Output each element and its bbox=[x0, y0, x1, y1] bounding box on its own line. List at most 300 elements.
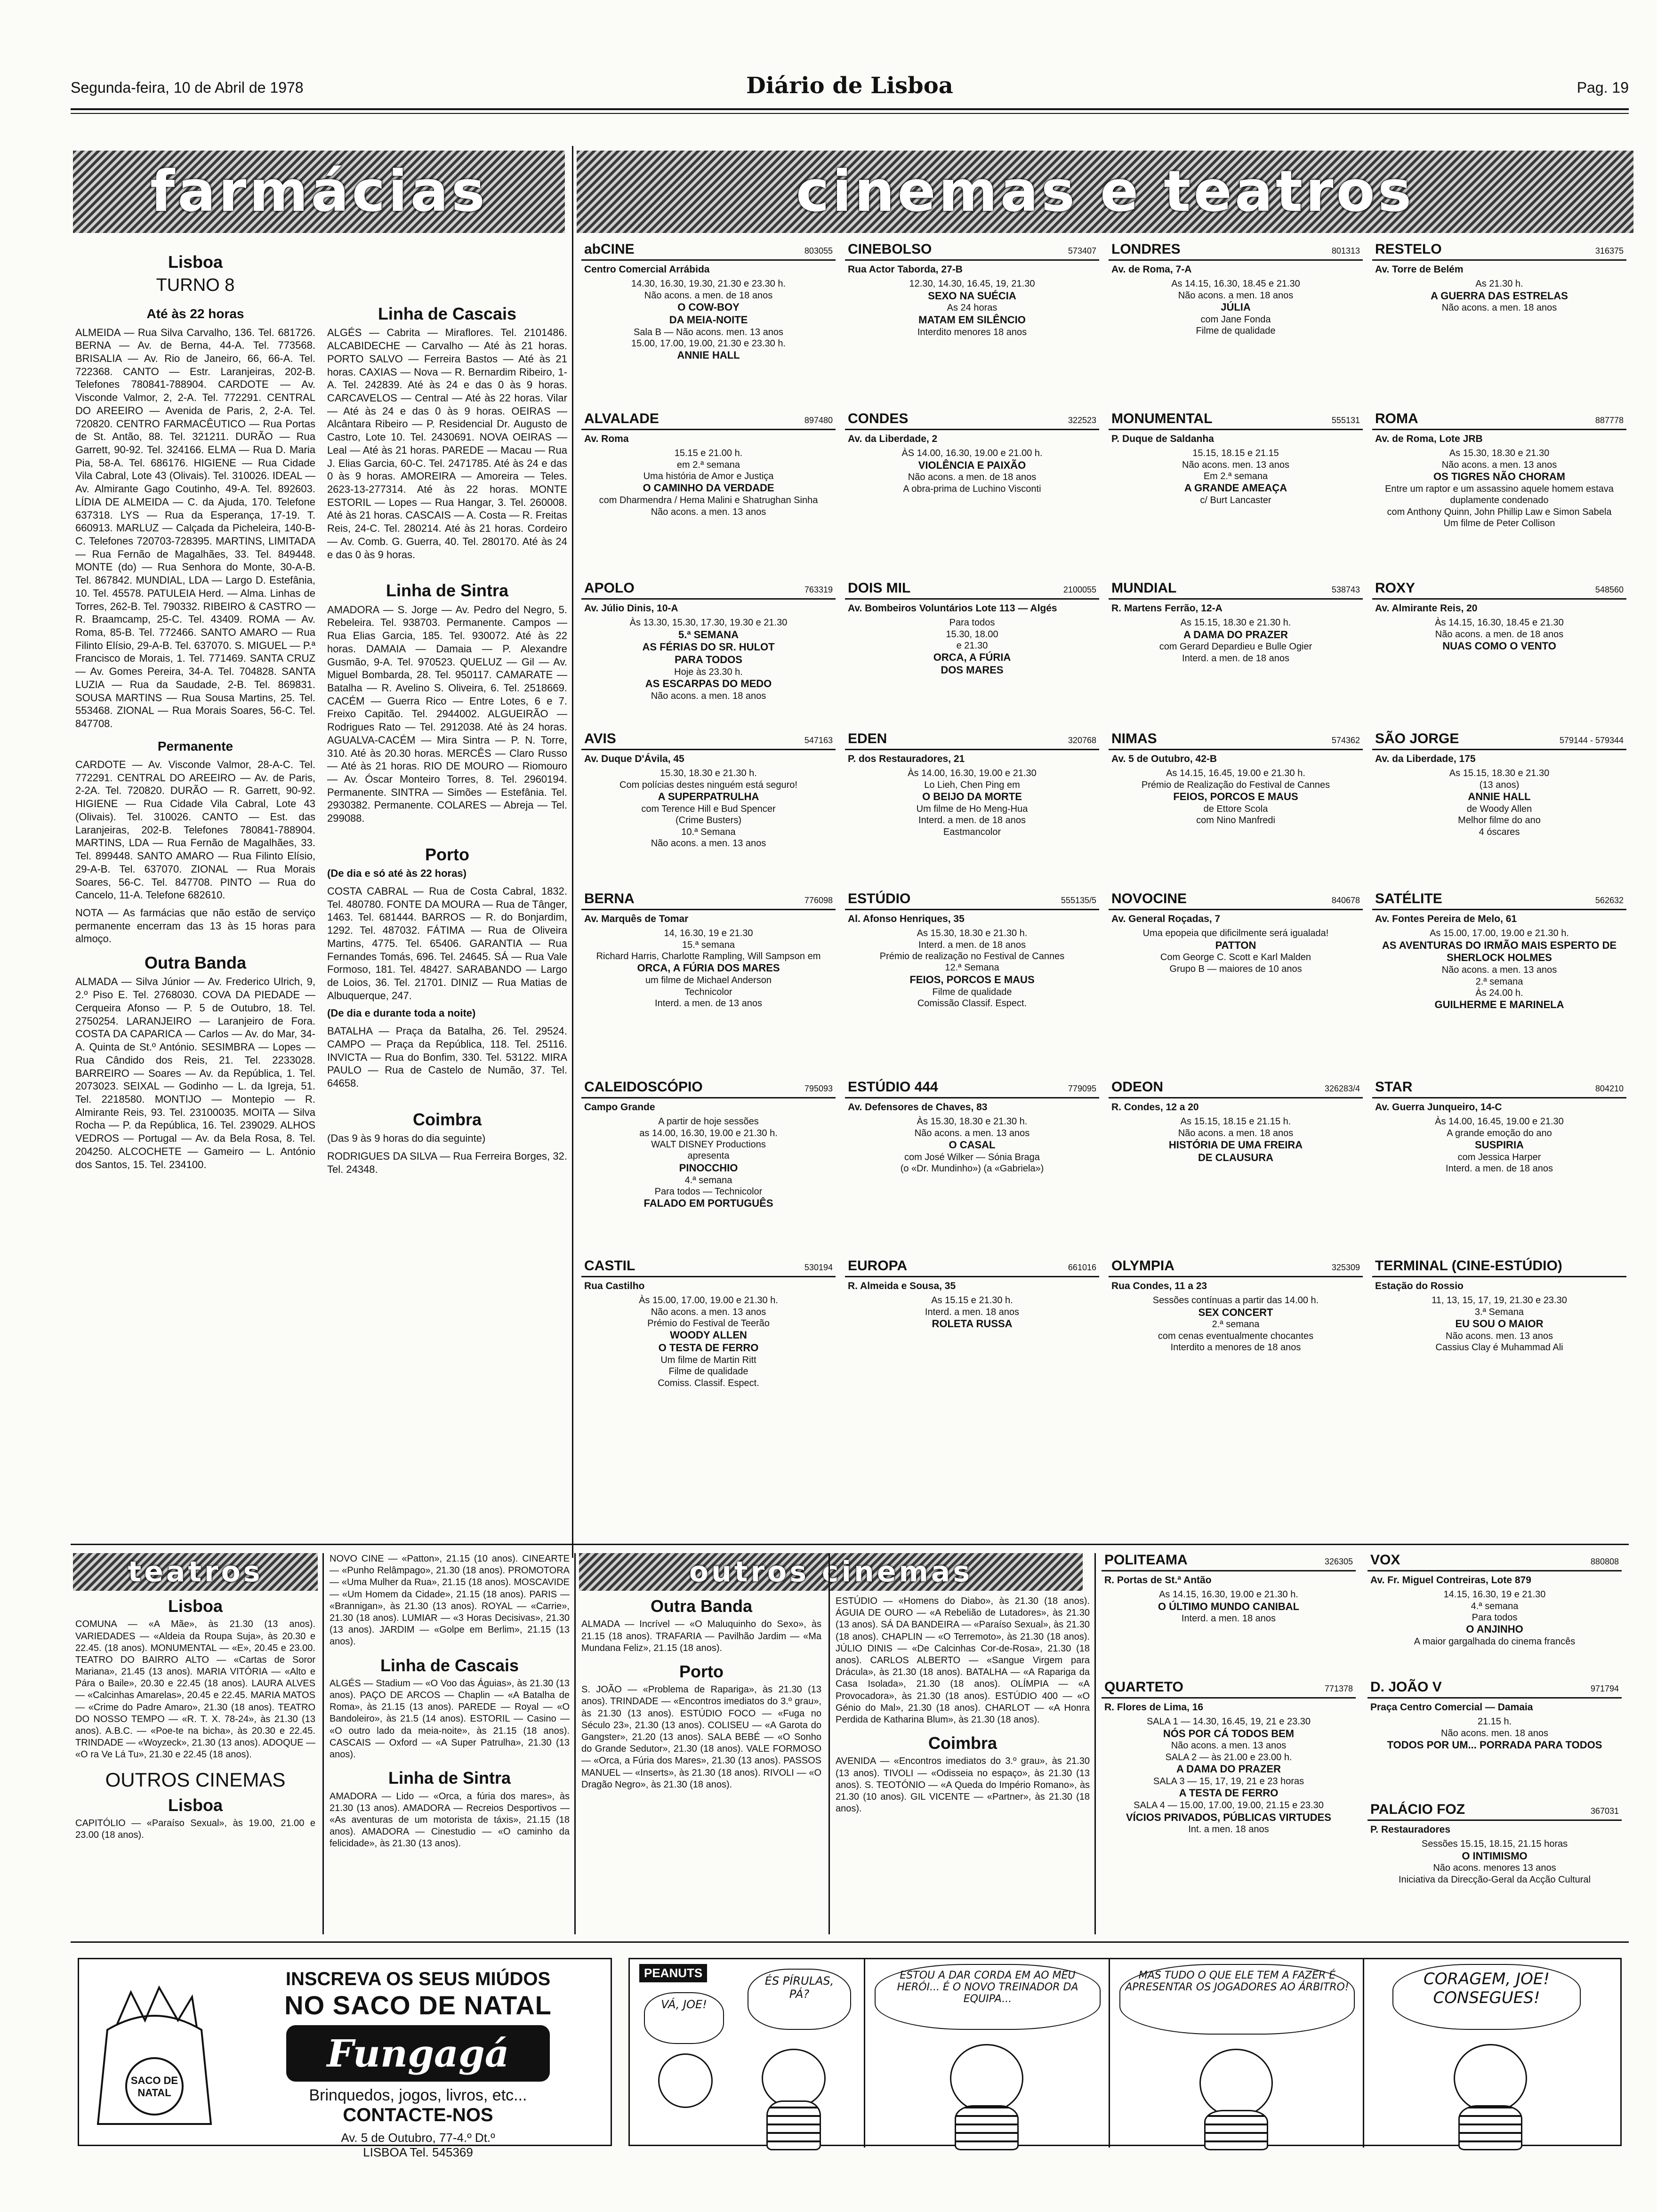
cinema-listing bbox=[1109, 409, 1363, 574]
cinema-header bbox=[1372, 409, 1626, 430]
cinema-line: Não acons. a men. 13 anos bbox=[651, 838, 766, 849]
outros-cascais-list: ALGÉS — Stadium — «O Voo das Águias», às 21.30 (13 anos). PAÇO DE ARCOS — Chaplin — «A Batalha de Roma», às 21.15 (13 anos). PAREDE — Royal — «O Bandoleiro», às 21.5 (14 anos). ESTORIL — Casino — «O outro lado da meia-noite», às 21.15 (18 anos). CASCAIS — Oxford — «A Super Patrulha», 21.30 (13 anos). bbox=[330, 1678, 570, 1760]
cinema-line: 15.30, 18.30 e 21.30 h. bbox=[660, 768, 757, 779]
cinema-line: Prémio do Festival de Teerão bbox=[647, 1318, 770, 1329]
ad-text-block bbox=[230, 1969, 606, 2160]
page-header bbox=[71, 71, 1629, 104]
column-divider bbox=[322, 1553, 324, 1934]
cinema-name: NOVOCINE bbox=[1111, 891, 1187, 906]
comic-title: PEANUTS bbox=[639, 1964, 707, 1982]
cinema-phone: 548560 bbox=[1595, 585, 1624, 594]
cinema-address: R. Almeida e Sousa, 35 bbox=[848, 1280, 956, 1291]
cinema-line: ROLETA RUSSA bbox=[932, 1317, 1013, 1330]
cinema-listing bbox=[1367, 1678, 1622, 1795]
cinema-header bbox=[1109, 579, 1363, 600]
cinema-phone: 320768 bbox=[1068, 736, 1096, 745]
outros-porto-list-2: ESTÚDIO — «Homens do Diabo», às 21.30 (18 anos). ÁGUIA DE OURO — «A Rebelião de Lutadores», às 21.30 (13 anos). SÁ DA BANDEIRA — «Paraíso Sexual», às 21.30 (18 anos). CHAPLIN — «O Terremoto», às 21.30 (18 anos). JÚLIO DINIS — «De Calcinhas Cor-de-Rosa», 21.30 (18 anos). CARLOS ALBERTO — «Sangue Virgem para Drácula», às 21.30 (18 anos). BATALHA — «A Rapariga da Casa Isolada», 21.30 (18 anos). OLÍMPIA — «A Provocadora», às 21.30 (18 anos). ESTÚDIO 400 — «O Génio do Mal», 21.30 (18 anos). CHARLOT — «A Honra Perdida de Katharina Blum», às 21.30 (18 anos). bbox=[836, 1596, 1090, 1725]
cinema-header bbox=[845, 240, 1099, 261]
issue-date: Segunda-feira, 10 de Abril de 1978 bbox=[71, 79, 304, 96]
cinema-address: Av. Torre de Belém bbox=[1375, 264, 1464, 275]
column-divider bbox=[572, 146, 573, 1558]
comic-bubble-1: ÉS PÍRULAS, PÁ? bbox=[748, 1969, 851, 2030]
cinema-line: Não acons. a men. 13 anos bbox=[1171, 1740, 1287, 1751]
cinema-line: 3.ª Semana bbox=[1474, 1306, 1524, 1317]
outros-coimbra-list: AVENIDA — «Encontros imediatos do 3.º grau», às 21.30 (13 anos). TIVOLI — «Odisseia no espaço», às 21.30 (13 anos). S. TEOTÓNIO — «A Queda do Império Romano», às 21.30 (10 anos). GIL VICENTE — «Partner», às 21.30 (18 anos). bbox=[836, 1756, 1090, 1814]
farmacias-nota: NOTA — As farmácias que não estão de serviço permanente encerram das 13 às 15 horas para almoço. bbox=[75, 906, 315, 945]
cinema-header bbox=[581, 1078, 836, 1098]
cinema-name: CONDES bbox=[848, 411, 909, 426]
cinema-phone: 325309 bbox=[1331, 1263, 1360, 1272]
cinema-line: c/ Burt Lancaster bbox=[1200, 495, 1271, 506]
column-divider bbox=[828, 1553, 830, 1934]
cinema-name: CINEBOLSO bbox=[848, 241, 932, 257]
cinema-line: com José Wilker — Sónia Braga bbox=[904, 1152, 1040, 1162]
cinema-header bbox=[1372, 890, 1626, 910]
cinema-line: Não acons. a men. 18 anos bbox=[651, 691, 766, 702]
cinema-line: Filme de qualidade bbox=[668, 1366, 748, 1377]
character-body bbox=[1204, 2110, 1268, 2150]
cinema-header bbox=[845, 1078, 1099, 1098]
cinema-phone: 555135/5 bbox=[1061, 896, 1096, 905]
cinema-line: (o «Dr. Mundinho») (a «Gabriela») bbox=[900, 1163, 1044, 1174]
cinema-address: Av. de Roma, Lote JRB bbox=[1375, 433, 1483, 444]
cinema-line: (13 anos) bbox=[1479, 779, 1520, 790]
cinema-address: Praça Centro Comercial — Damaia bbox=[1370, 1701, 1533, 1713]
cinema-line: Interd. a men. de 18 anos bbox=[1182, 653, 1289, 664]
cinema-line: com Jane Fonda bbox=[1200, 314, 1271, 325]
comic-bubble-3: ESTOU A DAR CORDA EM AO MEU HERÓI... É O NOVO TREINADOR DA EQUIPA... bbox=[875, 1964, 1101, 2030]
cinema-line: Não acons. men. 13 anos bbox=[1182, 459, 1289, 470]
cinema-header bbox=[845, 1257, 1099, 1277]
cinema-line: Uma história de Amor e Justiça bbox=[643, 471, 774, 481]
farmacias-outrabanda-list: ALMADA — Silva Júnior — Av. Frederico Ulrich, 9, 2.º Piso E. Tel. 2768030. COVA DA PIEDADE — Cerqueira Afonso — P. 5 de Outubro, 18. Tel. 2750254. LARANJEIRO — Laranjeiro de Fora. COSTA DA CAPARICA — Carlos — Av. do Mar, 34-A. Quinta de St.º António. SESIMBRA — Lopes — Rua Cândido dos Reis, 21. Tel. 2233028. BARREIRO — Soares — Av. da República, 1. Tel. 2073023. SEIXAL — Godinho — L. da Igreja, 51. Tel. 2218580. MONTIJO — Montepio — R. Almirante Reis, 93. Tel. 23100035. MOITA — Silva Rocha — P. da República, 16. Tel. 239029. ALHOS VEDROS — Portugal — Av. da Bela Rosa, 8. Tel. 204250. ALCOCHETE — Gameiro — L. António dos Santos, 15. Tel. 234100. bbox=[75, 976, 315, 1170]
outros-cinemas-banner-text: outros cinemas bbox=[689, 1555, 973, 1588]
cinema-line: Às 13.30, 15.30, 17.30, 19.30 e 21.30 bbox=[629, 617, 788, 628]
cinema-name: PALÁCIO FOZ bbox=[1370, 1802, 1465, 1817]
cinema-line: 21.15 h. bbox=[1477, 1716, 1512, 1727]
character-body bbox=[1458, 2105, 1522, 2150]
cinema-header bbox=[581, 729, 836, 750]
cinema-line: Filme de qualidade bbox=[932, 986, 1012, 997]
cinema-line: O ANJINHO bbox=[1466, 1623, 1523, 1635]
cinema-phone: 2100055 bbox=[1063, 585, 1096, 594]
cinema-name: RESTELO bbox=[1375, 241, 1442, 257]
cinema-line: O BEIJO DA MORTE bbox=[922, 790, 1022, 802]
cinema-line: As 15.15 e 21.30 h. bbox=[931, 1295, 1013, 1306]
cinema-name: MONUMENTAL bbox=[1111, 411, 1213, 426]
cinema-phone: 803055 bbox=[804, 246, 833, 256]
cinema-phone: 795093 bbox=[804, 1084, 833, 1093]
character-head bbox=[762, 2049, 826, 2108]
cinema-listing bbox=[1109, 729, 1363, 885]
porto-heading: Porto bbox=[425, 844, 469, 864]
cinema-line: 12.30, 14.30, 16.45, 19, 21.30 bbox=[909, 279, 1035, 289]
cinema-listing bbox=[845, 1078, 1099, 1252]
outros-outrabanda-list: ALMADA — Incrível — «O Maluquinho do Sexo», às 21.15 (18 anos). TRAFARIA — Pavilhão Jardim — «Ma Mundana Feliz», 21.15 (18 anos). bbox=[581, 1619, 821, 1653]
cinema-line: AS ESCARPAS DO MEDO bbox=[645, 678, 772, 690]
cinema-line: Não acons. a men. 13 anos bbox=[1441, 965, 1557, 976]
cinema-line: Interd. a men. de 18 anos bbox=[918, 815, 1026, 826]
cinema-header bbox=[1109, 240, 1363, 261]
cinema-header bbox=[1372, 1078, 1626, 1098]
cinema-line: Às 15.30, 18.30 e 21.30 h. bbox=[917, 1116, 1028, 1127]
cinema-line: Às 14.00, 16.45, 19.00 e 21.30 bbox=[1435, 1116, 1564, 1127]
cinema-line: Interdito menores 18 anos bbox=[917, 327, 1027, 337]
cinema-line: WOODY ALLEN bbox=[670, 1329, 747, 1341]
cinema-address: P. Restauradores bbox=[1370, 1824, 1451, 1835]
cinema-name: DOIS MIL bbox=[848, 580, 911, 596]
cinema-phone: 880808 bbox=[1590, 1557, 1619, 1566]
cinema-name: ODEON bbox=[1111, 1079, 1164, 1095]
cinema-line: Não acons. a men. 13 anos bbox=[914, 1128, 1030, 1138]
cinema-line: 4 óscares bbox=[1479, 826, 1520, 837]
cinema-line: Lo Lieh, Chen Ping em bbox=[924, 779, 1020, 790]
farmacias-col-1 bbox=[75, 245, 315, 1534]
cinema-header bbox=[1372, 240, 1626, 261]
cinema-line: PATTON bbox=[1215, 939, 1256, 951]
cinema-line: HISTÓRIA DE UMA FREIRA bbox=[1168, 1138, 1303, 1151]
permanente-heading: Permanente bbox=[157, 738, 233, 753]
cinema-header bbox=[1109, 1257, 1363, 1277]
outrabanda-heading: Outra Banda bbox=[144, 953, 247, 973]
outros-sintra-list: AMADORA — Lido — «Orca, a fúria dos mares», às 21.30 (13 anos). AMADORA — Recreios Desportivos — «As aventuras de um motorista de táxis», 21.15 (18 anos). AMADORA — Cinestudio — «O caminho da felicidade», às 21.30 (13 anos). bbox=[330, 1791, 570, 1849]
cinema-line: com Dharmendra / Hema Malini e Shatrughan Sinha bbox=[599, 495, 818, 506]
cinema-listing bbox=[1367, 1800, 1622, 1934]
cinema-line: Grupo B — maiores de 10 anos bbox=[1169, 963, 1302, 974]
outros-cinemas-banner bbox=[579, 1553, 1083, 1591]
comic-panel-4 bbox=[1364, 1959, 1623, 2148]
cinema-line: WALT DISNEY Productions bbox=[651, 1139, 766, 1150]
outros-outrabanda-heading: Outra Banda bbox=[650, 1596, 753, 1616]
cinema-line: Para todos — Technicolor bbox=[654, 1186, 763, 1197]
cinema-line: Filme de qualidade bbox=[1196, 326, 1276, 337]
cinema-line: 14.30, 16.30, 19.30, 21.30 e 23.30 h. bbox=[631, 279, 786, 289]
cinema-line: O TESTA DE FERRO bbox=[658, 1342, 759, 1354]
cinema-name: POLITEAMA bbox=[1104, 1552, 1188, 1568]
cinema-listing bbox=[1109, 579, 1363, 725]
cinema-line: Não acons. menores 13 anos bbox=[1433, 1863, 1556, 1874]
cinema-phone: 897480 bbox=[804, 416, 833, 425]
cinema-header bbox=[581, 579, 836, 600]
gift-bag-illustration bbox=[88, 1973, 220, 2133]
cinema-line: Às 15.00, 17.00, 19.00 e 21.30 h. bbox=[639, 1295, 778, 1306]
cinema-header bbox=[845, 729, 1099, 750]
cinema-listing bbox=[581, 729, 836, 885]
outros-cinemas-heading: OUTROS CINEMAS bbox=[105, 1768, 286, 1791]
cinema-listing bbox=[1372, 240, 1626, 405]
cinema-phone: 316375 bbox=[1595, 246, 1624, 256]
cinema-line: FEIOS, PORCOS E MAUS bbox=[909, 973, 1035, 986]
cinema-line: de Woody Allen bbox=[1466, 803, 1532, 814]
cinema-listing bbox=[845, 579, 1099, 725]
cinema-name: ALVALADE bbox=[584, 411, 659, 426]
cinema-phone: 771378 bbox=[1324, 1684, 1353, 1693]
cinema-line: As 14.15, 16.30, 18.45 e 21.30 bbox=[1171, 279, 1300, 289]
cinema-name: CALEIDOSCÓPIO bbox=[584, 1079, 703, 1095]
cinema-listing bbox=[845, 409, 1099, 574]
cinema-line: Não acons. a men. de 18 anos bbox=[644, 290, 773, 301]
cinema-line: com Jessica Harper bbox=[1457, 1152, 1541, 1162]
cinema-header bbox=[1109, 409, 1363, 430]
cinema-address: R. Portas de St.ª Antão bbox=[1104, 1574, 1212, 1586]
cinema-line: Não acons. men. 13 anos bbox=[1446, 1330, 1553, 1341]
cinema-line: ANNIE HALL bbox=[677, 349, 740, 361]
cinema-line: AS AVENTURAS DO IRMÃO MAIS ESPERTO DE SHERLOCK HOLMES bbox=[1382, 939, 1617, 964]
cinema-listing bbox=[845, 1257, 1099, 1454]
cinema-line: AS FÉRIAS DO SR. HULOT bbox=[642, 641, 775, 653]
cinema-header bbox=[1109, 729, 1363, 750]
cinema-address: Av. Defensores de Chaves, 83 bbox=[848, 1101, 988, 1113]
cinema-header bbox=[581, 1257, 836, 1277]
farmacias-banner-text: farmácias bbox=[150, 159, 488, 224]
cinema-line: de Ettore Scola bbox=[1203, 803, 1268, 814]
cinema-line: as 14.00, 16.30, 19.00 e 21.30 h. bbox=[639, 1128, 778, 1138]
cinema-line: com Terence Hill e Bud Spencer bbox=[641, 803, 776, 814]
cinema-line: Interd. a men. 18 anos bbox=[925, 1306, 1020, 1317]
cinema-header bbox=[581, 240, 836, 261]
cinema-line: 14.15, 16.30, 19 e 21.30 bbox=[1443, 1589, 1546, 1600]
farmacias-porto-list-1: COSTA CABRAL — Rua de Costa Cabral, 1832. Tel. 480780. FONTE DA MOURA — Rua de Tânger, 1463. Tel. 681444. BARROS — R. do Bonjardim, 1292. Tel. 487032. FÁTIMA — Rua de Oliveira Martins, 4775. Tel. 65406. GARANTIA — Rua Fernandes Tomás, 696. Tel. 24645. SÁ — Rua Vale Formoso, 181. Tel. 48427. SARABANDO — Largo de Loios, 36. Tel. 21701. DINIZ — Rua Matias de Albuquerque, 247. bbox=[327, 885, 567, 1002]
outros-coimbra-heading: Coimbra bbox=[928, 1733, 997, 1753]
cinema-name: ESTÚDIO bbox=[848, 891, 911, 906]
cinemas-banner bbox=[577, 151, 1633, 233]
cinema-listings-bottom bbox=[1102, 1551, 1631, 1937]
cinema-address: Av. Duque D'Ávila, 45 bbox=[584, 753, 684, 764]
cinema-line: em 2.ª semana bbox=[676, 459, 740, 470]
cinema-line: Não acons. a men. 13 anos bbox=[651, 1306, 766, 1317]
cinema-phone: 763319 bbox=[804, 585, 833, 594]
cinema-name: OLYMPIA bbox=[1111, 1258, 1174, 1274]
fungaga-logo: Fungagá bbox=[286, 2025, 550, 2082]
turno-label: TURNO 8 bbox=[156, 275, 235, 296]
cinema-listing bbox=[1102, 1678, 1356, 1934]
ad-line-1: INSCREVA OS SEUS MIÚDOS bbox=[285, 1969, 551, 1989]
cinema-line: Technicolor bbox=[684, 986, 732, 997]
cinema-header bbox=[1367, 1551, 1622, 1571]
cinema-line: O ÚLTIMO MUNDO CANIBAL bbox=[1158, 1600, 1300, 1612]
cinema-phone: 530194 bbox=[804, 1263, 833, 1272]
cinema-address: R. Flores de Lima, 16 bbox=[1104, 1701, 1204, 1713]
cinema-address: Rua Castilho bbox=[584, 1280, 645, 1291]
cinema-line: Interdito a menores de 18 anos bbox=[1170, 1342, 1301, 1353]
outros-lisboa-list: CAPITÓLIO — «Paraíso Sexual», às 19.00, 21.00 e 23.00 (18 anos). bbox=[75, 1818, 315, 1841]
saco-badge-text: SACO DE NATAL bbox=[130, 2075, 178, 2099]
cinema-header bbox=[1109, 890, 1363, 910]
cinema-line: SALA 3 — 15, 17, 19, 21 e 23 horas bbox=[1153, 1776, 1304, 1787]
cinema-header bbox=[581, 409, 836, 430]
ad-line-2: NO SACO DE NATAL bbox=[284, 1990, 552, 2020]
cinema-header bbox=[1367, 1678, 1622, 1699]
cinema-line: SUSPIRIA bbox=[1475, 1138, 1524, 1151]
cinema-line: apresenta bbox=[687, 1151, 730, 1162]
cinema-line: 15.30, 18.00 bbox=[946, 629, 998, 640]
cinema-line: FEIOS, PORCOS E MAUS bbox=[1173, 790, 1298, 802]
cinema-line: NUAS COMO O VENTO bbox=[1442, 640, 1556, 652]
cinema-name: NIMAS bbox=[1111, 731, 1157, 746]
cinema-address: Av. Roma bbox=[584, 433, 629, 444]
cinema-line: DA MEIA-NOITE bbox=[669, 313, 748, 326]
comic-panel-2 bbox=[865, 1959, 1110, 2148]
cinema-address: Av. Almirante Reis, 20 bbox=[1375, 602, 1478, 614]
cinema-line: Iniciativa da Direcção-Geral da Acção Cultural bbox=[1399, 1874, 1591, 1885]
cinema-line: As 24 horas bbox=[947, 303, 997, 313]
cinema-phone: 547163 bbox=[804, 736, 833, 745]
cinema-line: O CAMINHO DA VERDADE bbox=[643, 482, 774, 494]
cinema-address: Centro Comercial Arrábida bbox=[584, 264, 710, 275]
cinema-phone: 538743 bbox=[1331, 585, 1360, 594]
cinema-line: um filme de Michael Anderson bbox=[645, 975, 772, 986]
cinema-line: TODOS POR UM... PORRADA PARA TODOS bbox=[1387, 1739, 1602, 1751]
cinema-phone: 367031 bbox=[1590, 1806, 1619, 1816]
cinema-line: EU SOU O MAIOR bbox=[1455, 1317, 1544, 1330]
cinema-line: O INTIMISMO bbox=[1462, 1850, 1528, 1862]
cinema-line: A GRANDE AMEAÇA bbox=[1184, 482, 1287, 494]
cinema-phone: 804210 bbox=[1595, 1084, 1624, 1093]
cinema-phone: 776098 bbox=[804, 896, 833, 905]
cinema-header bbox=[1372, 579, 1626, 600]
cinema-phone: 555131 bbox=[1331, 416, 1360, 425]
cinema-line: ÀS 14.00, 16.30, 19.00 e 21.00 h. bbox=[901, 448, 1043, 459]
ad-address: Av. 5 de Outubro, 77-4.º Dt.º bbox=[341, 2131, 495, 2145]
cinema-name: AVIS bbox=[584, 731, 616, 746]
character-body bbox=[766, 2100, 821, 2150]
cinema-line: Não acons. men. 18 anos bbox=[1441, 1728, 1548, 1739]
porto-hours-1: (De dia e só até às 22 horas) bbox=[327, 867, 467, 880]
outros-porto-heading: Porto bbox=[679, 1661, 724, 1681]
cinema-name: CASTIL bbox=[584, 1258, 635, 1274]
cinema-line: Sala B — Não acons. men. 13 anos bbox=[634, 327, 783, 337]
cinema-line: Int. a men. 18 anos bbox=[1188, 1824, 1269, 1835]
cinema-listing bbox=[581, 409, 836, 574]
cinema-listing bbox=[1372, 579, 1626, 725]
cinema-line: A partir de hoje sessões bbox=[658, 1116, 759, 1127]
cinema-address: Rua Actor Taborda, 27-B bbox=[848, 264, 963, 275]
cinema-line: Com George C. Scott e Karl Malden bbox=[1160, 952, 1311, 963]
cinema-listing bbox=[1372, 890, 1626, 1073]
cinema-name: ESTÚDIO 444 bbox=[848, 1079, 938, 1095]
cinema-listing bbox=[1102, 1551, 1356, 1673]
cinema-line: Interd. a men. de 18 anos bbox=[918, 939, 1026, 950]
cinema-line: Entre um raptor e um assassino aquele homem estava duplamente condenado bbox=[1385, 483, 1614, 506]
cinema-line: Em 2.ª semana bbox=[1203, 471, 1268, 481]
cinema-address: R. Condes, 12 a 20 bbox=[1111, 1101, 1199, 1113]
cinema-line: Às 14.00, 16.30, 19.00 e 21.30 bbox=[908, 768, 1037, 779]
cinema-header bbox=[1102, 1551, 1356, 1571]
cinema-line: As 14.15, 16.30, 19.00 e 21.30 h. bbox=[1159, 1589, 1298, 1600]
cinema-line: 15.15 e 21.00 h. bbox=[674, 448, 743, 459]
cinema-phone: 326283/4 bbox=[1324, 1084, 1360, 1093]
cinema-address: Av. de Roma, 7-A bbox=[1111, 264, 1192, 275]
cinema-listing bbox=[845, 729, 1099, 885]
cinema-line: Eastmancolor bbox=[943, 826, 1001, 837]
ad-line-3: Brinquedos, jogos, livros, etc... bbox=[309, 2086, 527, 2104]
cinema-line: ANNIE HALL bbox=[1468, 790, 1531, 802]
cinema-address: Av. General Roçadas, 7 bbox=[1111, 913, 1221, 924]
cinema-name: ROMA bbox=[1375, 411, 1418, 426]
cinema-name: BERNA bbox=[584, 891, 635, 906]
coimbra-heading: Coimbra bbox=[412, 1109, 482, 1129]
cinema-phone: 887778 bbox=[1595, 416, 1624, 425]
cinema-name: abCINE bbox=[584, 241, 635, 257]
cinema-line: SALA 2 — às 21.00 e 23.00 h. bbox=[1165, 1752, 1292, 1763]
cinema-line: Um filme de Ho Meng-Hua bbox=[916, 803, 1028, 814]
cinema-line: PARA TODOS bbox=[675, 654, 742, 666]
cinema-line: Não acons. a men. de 18 anos bbox=[908, 472, 1037, 483]
peanuts-comic-strip bbox=[628, 1958, 1622, 2146]
character-head bbox=[658, 2053, 713, 2108]
cinema-address: R. Martens Ferrão, 12-A bbox=[1111, 602, 1223, 614]
cinema-line: NÓS POR CÁ TODOS BEM bbox=[1163, 1727, 1295, 1739]
cinema-line: 10.ª Semana bbox=[681, 826, 736, 837]
cinema-line: com Anthony Quinn, John Phillip Law e Simon Sabela bbox=[1387, 506, 1612, 517]
cinema-name: TERMINAL (CINE-ESTÚDIO) bbox=[1375, 1258, 1562, 1274]
cinema-line: SEXO NA SUÉCIA bbox=[928, 289, 1016, 302]
cinema-name: D. JOÃO V bbox=[1370, 1679, 1442, 1695]
cinema-line: Richard Harris, Charlotte Rampling, Will Sampson em bbox=[596, 951, 821, 962]
outros-col-4 bbox=[836, 1595, 1090, 1934]
comic-bubble-4: MAS TUDO O QUE ELE TEM A FAZER É APRESENTAR OS JOGADORES AO ÁRBITRO! bbox=[1119, 1964, 1355, 2035]
coimbra-hours: (Das 9 às 9 horas do dia seguinte) bbox=[327, 1132, 486, 1145]
comic-bubble-5: CORAGEM, JOE! CONSEGUES! bbox=[1392, 1964, 1581, 2030]
cinema-phone: 779095 bbox=[1068, 1084, 1096, 1093]
cinema-line: A SUPERPATRULHA bbox=[658, 790, 759, 802]
outros-sintra-heading: Linha de Sintra bbox=[388, 1768, 511, 1788]
cinema-line: Interd. a men. de 18 anos bbox=[1446, 1163, 1553, 1174]
column-divider bbox=[574, 1553, 576, 1934]
cinema-address: Av. Júlio Dinis, 10-A bbox=[584, 602, 678, 614]
cinema-listing bbox=[1109, 240, 1363, 405]
cinema-line: 5.ª SEMANA bbox=[678, 628, 739, 641]
cinema-line: Hoje às 23.30 h. bbox=[674, 667, 743, 678]
cinema-line: Comissão Classif. Espect. bbox=[917, 998, 1027, 1009]
cinema-line: A DAMA DO PRAZER bbox=[1183, 628, 1288, 641]
cinema-listing bbox=[1372, 1257, 1626, 1454]
cinema-line: ORCA, A FÚRIA bbox=[933, 651, 1011, 664]
cinema-listing bbox=[581, 1078, 836, 1252]
porto-hours-2: (De dia e durante toda a noite) bbox=[327, 1007, 476, 1019]
cinema-line: Um filme de Martin Ritt bbox=[660, 1355, 756, 1366]
character-head bbox=[950, 2044, 1023, 2113]
header-rule bbox=[71, 108, 1629, 110]
cinema-address: Av. Marquês de Tomar bbox=[584, 913, 689, 924]
cinema-phone: 661016 bbox=[1068, 1263, 1096, 1272]
cinema-line: Prémio de Realização do Festival de Cannes bbox=[1141, 779, 1330, 790]
teatros-banner-text: teatros bbox=[128, 1555, 263, 1588]
cinema-listing bbox=[1372, 1078, 1626, 1252]
cinema-phone: 573407 bbox=[1068, 246, 1096, 256]
cinema-line: Cassius Clay é Muhammad Ali bbox=[1435, 1342, 1563, 1353]
cinema-name: SÃO JORGE bbox=[1375, 731, 1459, 746]
cinema-line: Não acons. a men. 18 anos bbox=[1441, 303, 1557, 313]
character-head bbox=[1199, 2049, 1273, 2117]
farmacias-coimbra-list: RODRIGUES DA SILVA — Rua Ferreira Borges, 32. Tel. 24348. bbox=[327, 1150, 567, 1175]
cinema-line: GUILHERME E MARINELA bbox=[1434, 999, 1564, 1011]
cinema-line: 4.ª semana bbox=[684, 1175, 732, 1186]
cinema-phone: 322523 bbox=[1068, 416, 1096, 425]
section-lisboa: Lisboa bbox=[168, 252, 223, 272]
cinema-line: 14, 16.30, 19 e 21.30 bbox=[664, 928, 753, 939]
cinema-address: Av. 5 de Outubro, 42-B bbox=[1111, 753, 1217, 764]
cinema-line: JÚLIA bbox=[1221, 301, 1251, 313]
cinema-line: As 15.30, 18.30 e 21.30 h. bbox=[917, 928, 1028, 939]
cinema-line: As 15.15, 18.30 e 21.30 bbox=[1449, 768, 1550, 779]
farmacias-cascais-list: ALGÉS — Cabrita — Miraflores. Tel. 2101486. ALCABIDECHE — Carvalho — Até às 21 horas. PORTO SALVO — Ferreira Bastos — Até às 21 horas. CAXIAS — Nova — R. Bernardim Ribeiro, 1-A. Tel. 242839. Até às 24 e das 0 às 9 horas. CARCAVELOS — Central — Até às 22 horas. Vilar — Até às 24 e das 0 às 9 horas. OEIRAS — Alcântara Ribeiro — P. Residencial Dr. Augusto de Castro, Lote 10. Tel. 2430691. NOVA OEIRAS — Leal — Até às 21 horas. PAREDE — Macau — Rua J. Elias Garcia, 60-C. Tel. 2471785. Até às 24 e das 0 às 9 horas. AMOREIRA — Amoreira — Teles. 2623-13-277314. Até às 22 horas. MONTE ESTORIL — Lopes — Rua Hangar, 3. Tel. 260008. Até às 21 horas. CASCAIS — A. Costa — R. Freitas Reis, 24-C. Tel. 280214. Até às 21 horas. Cordeiro — Av. Comb. G. Guerra, 40. Tel. 280170. Até às 24 e das 0 às 9 horas. bbox=[327, 327, 567, 561]
cinema-listing bbox=[1372, 409, 1626, 574]
cinema-address: Av. Fontes Pereira de Melo, 61 bbox=[1375, 913, 1517, 924]
farmacias-lisboa-list: ALMEIDA — Rua Silva Carvalho, 136. Tel. 681726. BERNA — Av. de Berna, 44-A. Tel. 773568. BRISALIA — Av. Rio de Janeiro, 66, 66-A. Tel. 722368. CANTO — Estr. Laranjeiras, 202-B. Telefones 780841-788904. CARDOTE — Av. Visconde Valmor, 2, 2-A. Tel. 772291. CENTRAL DO AREEIRO — Avenida de Paris, 2, 2-A. Tel. 720820. CENTRO FARMACÊUTICO — Rua Portas de St. Antão, 88. Tel. 321211. DURÃO — Rua Garrett, 90-92. Tel. 324166. ELMA — Rua D. Maria Pia, 58-A. Tel. 686176. HIGIENE — Rua Cidade Vila Cabral, Lote 43 (Olivais). Tel. 310026. IDEAL — Av. Almirante Gago Coutinho, 49-A. Tel. 892603. LÍDIA DE ALMEIDA — C. da Ajuda, 170. Telefone 637318. LYS — Rua da Esperança, 17-19. T. 660913. MARLUZ — Calçada da Picheleira, 140-B-C. Telefones 720703-728395. MARTINS, LIMITADA — Rua Fernão de Magalhães, 33. Tel. 849448. MONTE (do) — Rua Senhora do Monte, 30-A-B. Tel. 867842. MUNDIAL, LDA — Largo D. Estefânia, 10. Tel. 45578. PATULEIA Herd. — Alma. Linhas de Torres, 262-B. Tel. 790332. RIBEIRO & CASTRO — R. Braamcamp, 25-C. Tel. 43409. ROMA — Av. Roma, 85-B. Tel. 772466. SANTO AMARO — Rua Filinto Elísio, 29-A-B. Tel. 637070. S. MIGUEL — P.ª Francisco de Morais, 1. Tel. 771469. SANTA CRUZ — Av. Gomes Pereira, 34-A. Tel. 704828. SANTA LUZIA — Rua da Saudade, 2-B. Tel. 869831. SOUSA MARTINS — Rua Sousa Martins, 25. Tel. 553468. ZIONAL — Rua Morais Soares, 56-C. Tel. 847708. bbox=[75, 326, 315, 730]
cinema-line: As 15.15, 18.30 e 21.30 h. bbox=[1180, 617, 1291, 628]
cinema-line: O CASAL bbox=[949, 1138, 996, 1151]
